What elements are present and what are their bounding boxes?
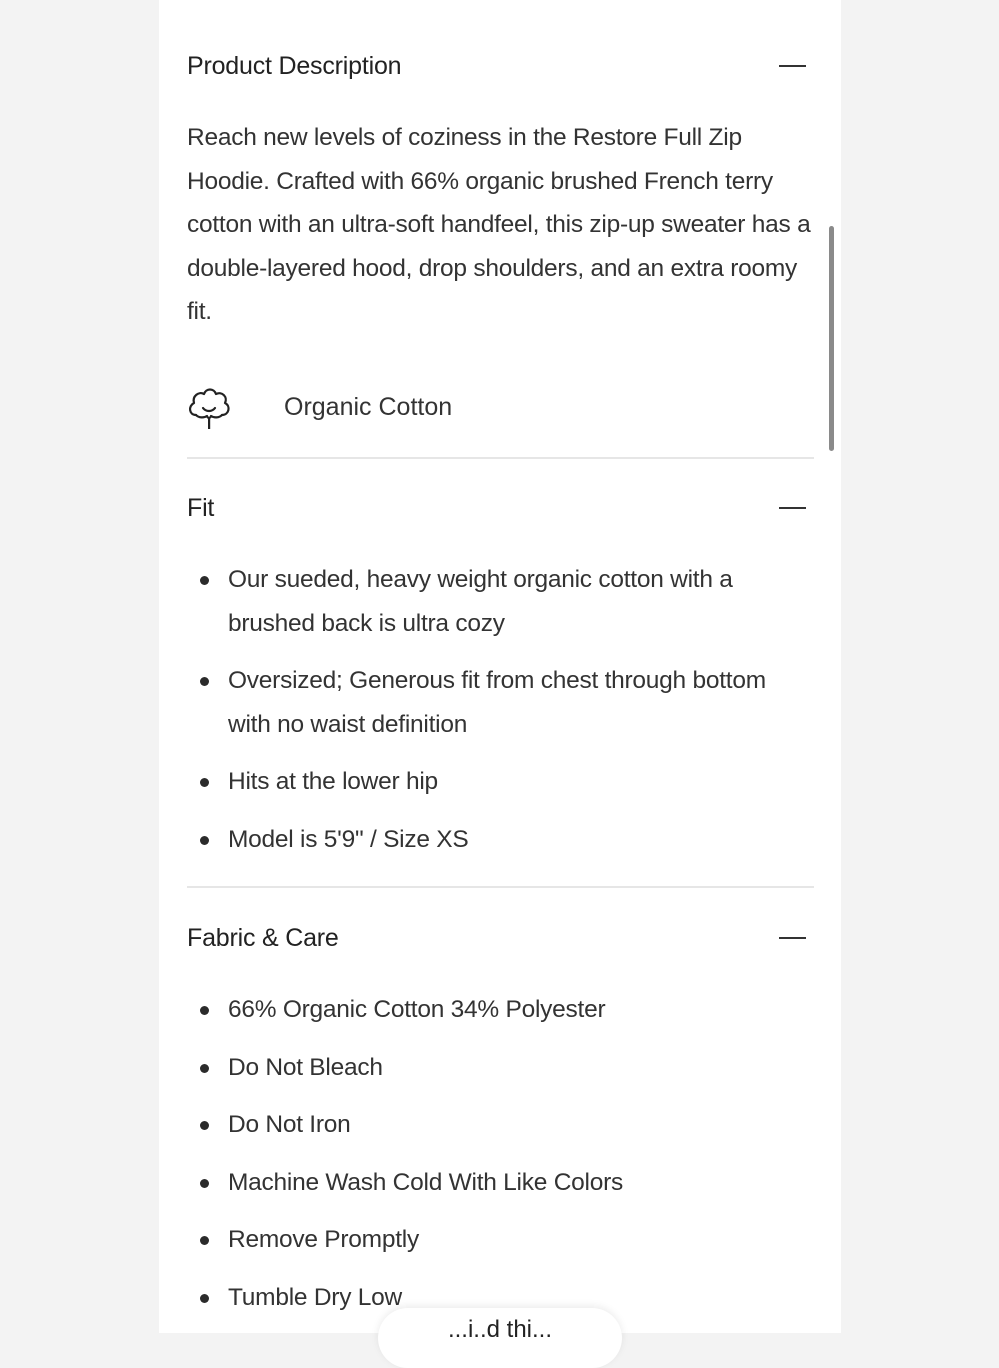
divider (187, 886, 814, 888)
accordion-header-fit[interactable] (187, 488, 814, 528)
section-title-product-description: Product Description (187, 51, 402, 80)
list-item: Do Not Bleach (187, 1046, 814, 1090)
accordion-header-fabric-care[interactable] (187, 918, 814, 958)
list-item: Tumble Dry Low (187, 1276, 814, 1320)
accordion-header-product-description[interactable] (187, 46, 814, 86)
floating-action-button[interactable] (378, 1308, 622, 1368)
feature-label: Organic Cotton (284, 393, 453, 421)
list-item: Model is 5'9" / Size XS (187, 818, 814, 862)
fabric-care-list (187, 988, 814, 1333)
list-item: Oversized; Generous fit from chest through bottom with no waist definition (187, 659, 814, 746)
list-item: Do Not Iron (187, 1103, 814, 1147)
product-details-panel (159, 0, 841, 1333)
collapse-minus-icon[interactable] (779, 937, 806, 939)
fit-list (187, 558, 814, 875)
section-title-fabric-care: Fabric & Care (187, 923, 339, 952)
collapse-minus-icon[interactable] (779, 65, 806, 67)
list-item: Machine Wash Cold With Like Colors (187, 1161, 814, 1205)
cotton-flower-icon (187, 385, 231, 431)
collapse-minus-icon[interactable] (779, 507, 806, 509)
section-title-fit: Fit (187, 493, 215, 522)
list-item: Our sueded, heavy weight organic cotton with a brushed back is ultra cozy (187, 558, 814, 645)
floating-button-label: ...i..d thi... (447, 1316, 553, 1343)
scrollbar-thumb[interactable] (829, 226, 834, 451)
list-item: Hits at the lower hip (187, 760, 814, 804)
list-item: 66% Organic Cotton 34% Polyester (187, 988, 814, 1032)
feature-organic-cotton (187, 383, 453, 433)
list-item: Remove Promptly (187, 1218, 814, 1262)
product-description-text: Reach new levels of coziness in the Restore Full Zip Hoodie. Crafted with 66% organic brushed French terry cotton with an ultra-soft handfeel, this zip-up sweater has a double-layered hood, drop shoulders, and an extra roomy fit. (187, 124, 811, 325)
divider (187, 457, 814, 459)
